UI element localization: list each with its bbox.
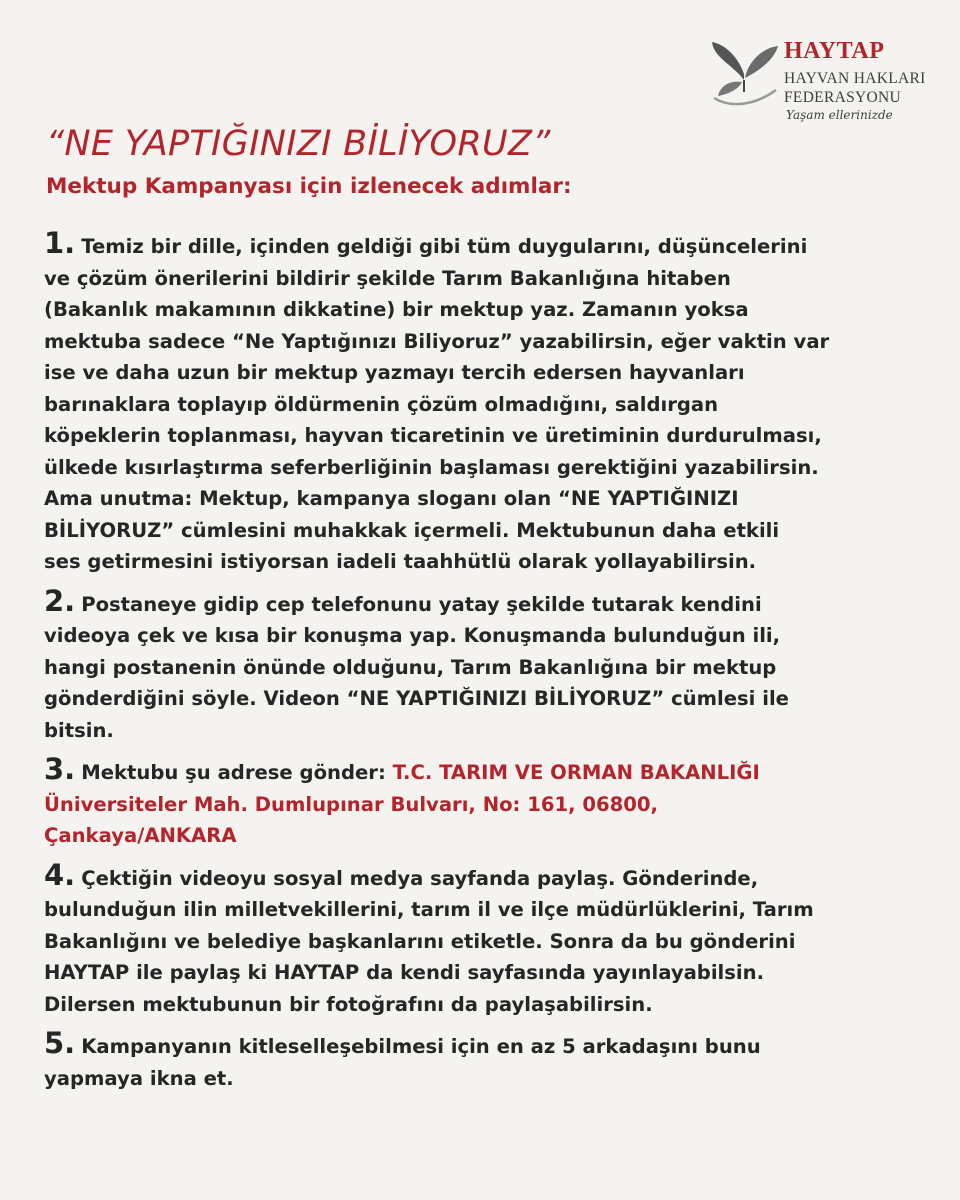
step-line: barınaklara toplayıp öldürmenin çözüm olmadığını, saldırgan — [44, 392, 719, 416]
address-line-1: T.C. TARIM VE ORMAN BAKANLIĞI — [392, 761, 760, 784]
logo-line-hayvan-haklari: HAYVAN HAKLARI — [784, 70, 926, 87]
step-line: ve çözüm önerilerini bildirir şekilde Tarım Bakanlığına hitaben — [44, 266, 731, 290]
address-line-3: Çankaya/ANKARA — [44, 824, 237, 847]
step-line: hangi postanenin önünde olduğunu, Tarım Bakanlığına bir mektup — [44, 655, 777, 679]
haytap-logo — [708, 30, 928, 130]
step-line: ise ve daha uzun bir mektup yazmayı tercih edersen hayvanları — [44, 361, 745, 384]
step-line: (Bakanlık makamının dikkatine) bir mektup yaz. Zamanın yoksa — [44, 298, 749, 321]
step-line: köpeklerin toplanması, hayvan ticaretinin ve üretiminin durdurulması, — [44, 424, 822, 447]
step-line: BİLİYORUZ” cümlesini muhakkak içermeli. Mektubunun daha etkili — [44, 518, 780, 542]
step-4 — [44, 857, 944, 1021]
step-number: 4. — [44, 857, 76, 892]
address-line-2: Üniversiteler Mah. Dumlupınar Bulvarı, No: 161, 06800, — [44, 792, 658, 816]
step-line: yapmaya ikna et. — [44, 1066, 234, 1090]
steps-list — [44, 228, 944, 1102]
step-number: 5. — [44, 1026, 76, 1060]
step-line: Ama unutma: Mektup, kampanya sloganı olan “NE YAPTIĞINIZI — [44, 487, 739, 510]
step-line: mektuba sadece “Ne Yaptığınızı Biliyoruz” yazabilirsin, eğer vaktin var — [44, 329, 830, 353]
logo-brand: HAYTAP — [784, 38, 885, 64]
step-3 — [44, 754, 944, 852]
step-line: Dilersen mektubunun bir fotoğrafını da paylaşabilirsin. — [44, 992, 653, 1016]
step-line: Bakanlığını ve belediye başkanlarını etiketle. Sonra da bu gönderini — [44, 929, 796, 953]
page-title: “NE YAPTIĞINIZI BİLİYORUZ” — [46, 124, 551, 164]
step-5 — [44, 1028, 944, 1094]
step-1 — [44, 228, 944, 578]
step-line: Postaneye gidip cep telefonunu yatay şekilde tutarak kendini — [81, 592, 762, 616]
step-number: 2. — [44, 583, 76, 618]
step-line: Kampanyanın kitleselleşebilmesi için en az 5 arkadaşını bunu — [81, 1035, 761, 1058]
step-number: 3. — [44, 752, 76, 786]
logo-slogan: Yaşam ellerinizde — [786, 108, 893, 122]
step-2 — [44, 583, 944, 747]
step-line: videoya çek ve kısa bir konuşma yap. Konuşmanda bulunduğun ili, — [44, 624, 781, 647]
step-line: gönderdiğini söyle. Videon “NE YAPTIĞINIZI BİLİYORUZ” cümlesi ile — [44, 687, 789, 710]
butterfly-hand-icon — [708, 34, 782, 106]
step-line: ses getirmesini istiyorsan iadeli taahhütlü olarak yollayabilirsin. — [44, 550, 757, 573]
step-line: bulunduğun ilin milletvekillerini, tarım il ve ilçe müdürlüklerini, Tarım — [44, 898, 814, 921]
step-line: Çektiğin videoyu sosyal medya sayfanda paylaş. Gönderinde, — [81, 866, 759, 890]
step-line: Temiz bir dille, içinden geldiği gibi tüm duygularını, düşüncelerini — [81, 235, 808, 258]
step-line: HAYTAP ile paylaş ki HAYTAP da kendi sayfasında yayınlayabilsin. — [44, 961, 765, 984]
step-number: 1. — [44, 226, 76, 260]
step-line: ülkede kısırlaştırma seferberliğinin başlaması gerektiğini yazabilirsin. — [44, 455, 819, 479]
step-intro: Mektubu şu adrese gönder: — [81, 761, 393, 784]
page-subtitle: Mektup Kampanyası için izlenecek adımlar: — [46, 174, 572, 199]
logo-line-federasyonu: FEDERASYONU — [784, 89, 901, 106]
step-line: bitsin. — [44, 718, 114, 742]
